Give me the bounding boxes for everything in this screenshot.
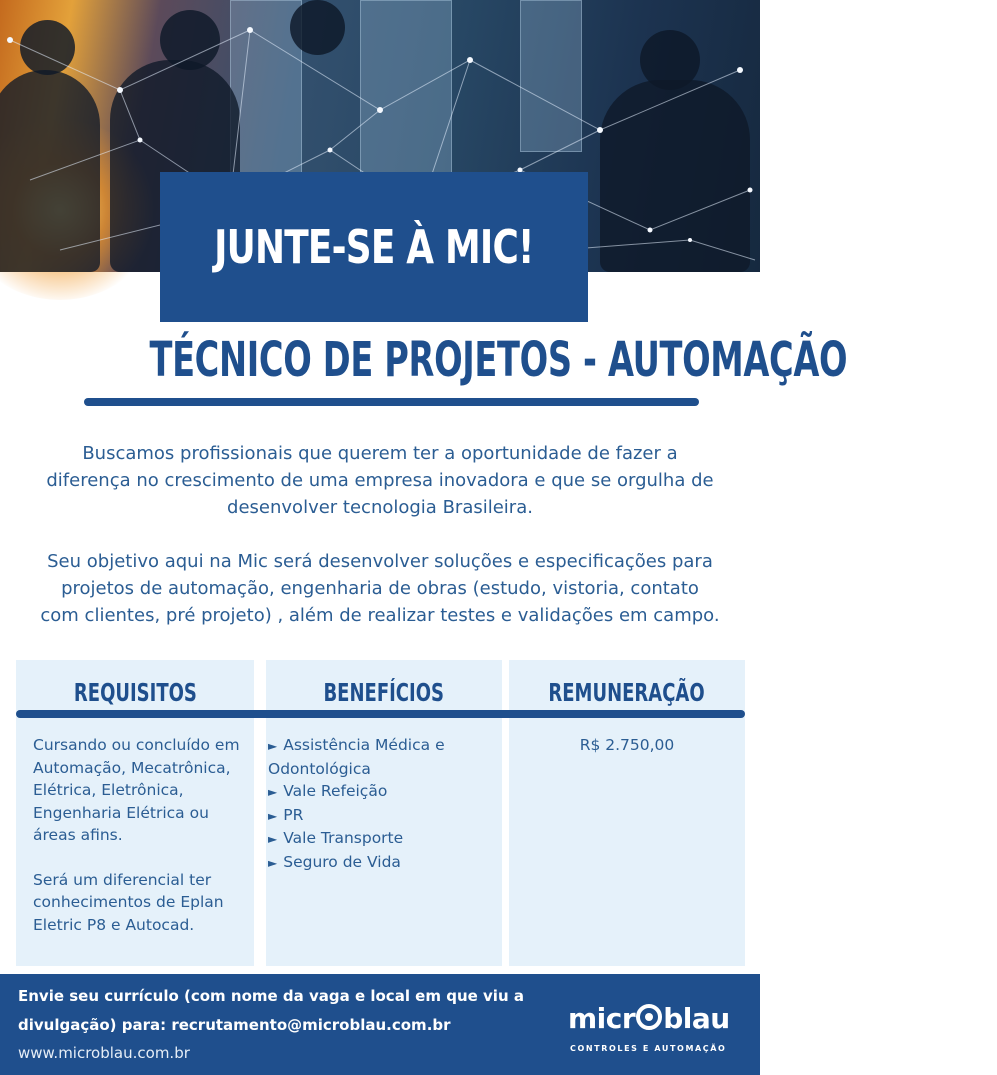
triangle-bullet-icon: ► xyxy=(268,785,278,799)
headline-box xyxy=(160,172,588,322)
list-item xyxy=(268,804,498,828)
title-underline xyxy=(84,398,699,406)
requirements-column xyxy=(16,660,254,966)
job-title-text: TÉCNICO DE PROJETOS - AUTOMAÇÃO xyxy=(149,332,848,388)
job-title xyxy=(0,332,848,388)
list-item xyxy=(268,851,498,875)
list-item xyxy=(268,827,498,851)
logo-text-left: micr xyxy=(568,1002,636,1035)
requirements-paragraph: Cursando ou concluído em Automação, Mecatrônica, Elétrica, Eletrônica, Engenharia Elétrica ou áreas afins. xyxy=(33,736,240,844)
footer-instructions-line-1: Envie seu currículo (com nome da vaga e local em que viu a xyxy=(18,987,524,1005)
footer xyxy=(0,974,760,1075)
requirements-text xyxy=(33,734,249,958)
salary-heading xyxy=(509,678,745,707)
benefits-column xyxy=(266,660,502,966)
intro-paragraph-2: Seu objetivo aqui na Mic será desenvolver soluções e especificações para projetos de automação, engenharia de obras (estudo, vistoria, contato com clientes, pré projeto) , além de realizar testes e validações em campo. xyxy=(40,551,720,626)
salary-heading-text: REMUNERAÇÃO xyxy=(548,678,706,707)
salary-column xyxy=(509,660,745,966)
benefit-label: Vale Refeição xyxy=(283,782,388,800)
list-item xyxy=(268,734,498,780)
headline: JUNTE-SE À MIC! xyxy=(214,220,534,274)
triangle-bullet-icon: ► xyxy=(268,832,278,846)
benefit-label: Assistência Médica e Odontológica xyxy=(268,736,445,778)
requirements-heading xyxy=(16,678,254,707)
benefits-heading-text: BENEFÍCIOS xyxy=(323,678,445,707)
footer-instructions-line-2[interactable]: divulgação) para: recrutamento@microblau.com.br xyxy=(18,1016,451,1034)
website-link[interactable]: www.microblau.com.br xyxy=(18,1044,190,1062)
logo-circle-icon xyxy=(636,1004,662,1030)
salary-value: R$ 2.750,00 xyxy=(579,736,675,754)
triangle-bullet-icon: ► xyxy=(268,739,278,753)
logo-text-right: blau xyxy=(663,1002,730,1035)
benefit-label: Vale Transporte xyxy=(283,829,404,847)
logo-wordmark xyxy=(568,1002,730,1035)
list-item xyxy=(268,780,498,804)
requirements-differential: Será um diferencial ter conhecimentos de Eplan Eletric P8 e Autocad. xyxy=(33,870,224,934)
intro-paragraph-1: Buscamos profissionais que querem ter a oportunidade de fazer a diferença no crescimento de uma empresa inovadora e que se orgulha de desenvolver tecnologia Brasileira. xyxy=(46,443,714,518)
benefit-label: Seguro de Vida xyxy=(283,852,401,871)
logo-tagline: CONTROLES E AUTOMAÇÃO xyxy=(570,1044,727,1053)
requirements-heading-text: REQUISITOS xyxy=(73,678,197,707)
benefit-label: PR xyxy=(283,805,304,824)
triangle-bullet-icon: ► xyxy=(268,808,278,823)
triangle-bullet-icon: ► xyxy=(268,855,278,870)
benefits-heading xyxy=(266,678,502,707)
benefits-list xyxy=(268,734,498,874)
columns-divider xyxy=(16,710,745,718)
microblau-logo xyxy=(560,1002,750,1060)
